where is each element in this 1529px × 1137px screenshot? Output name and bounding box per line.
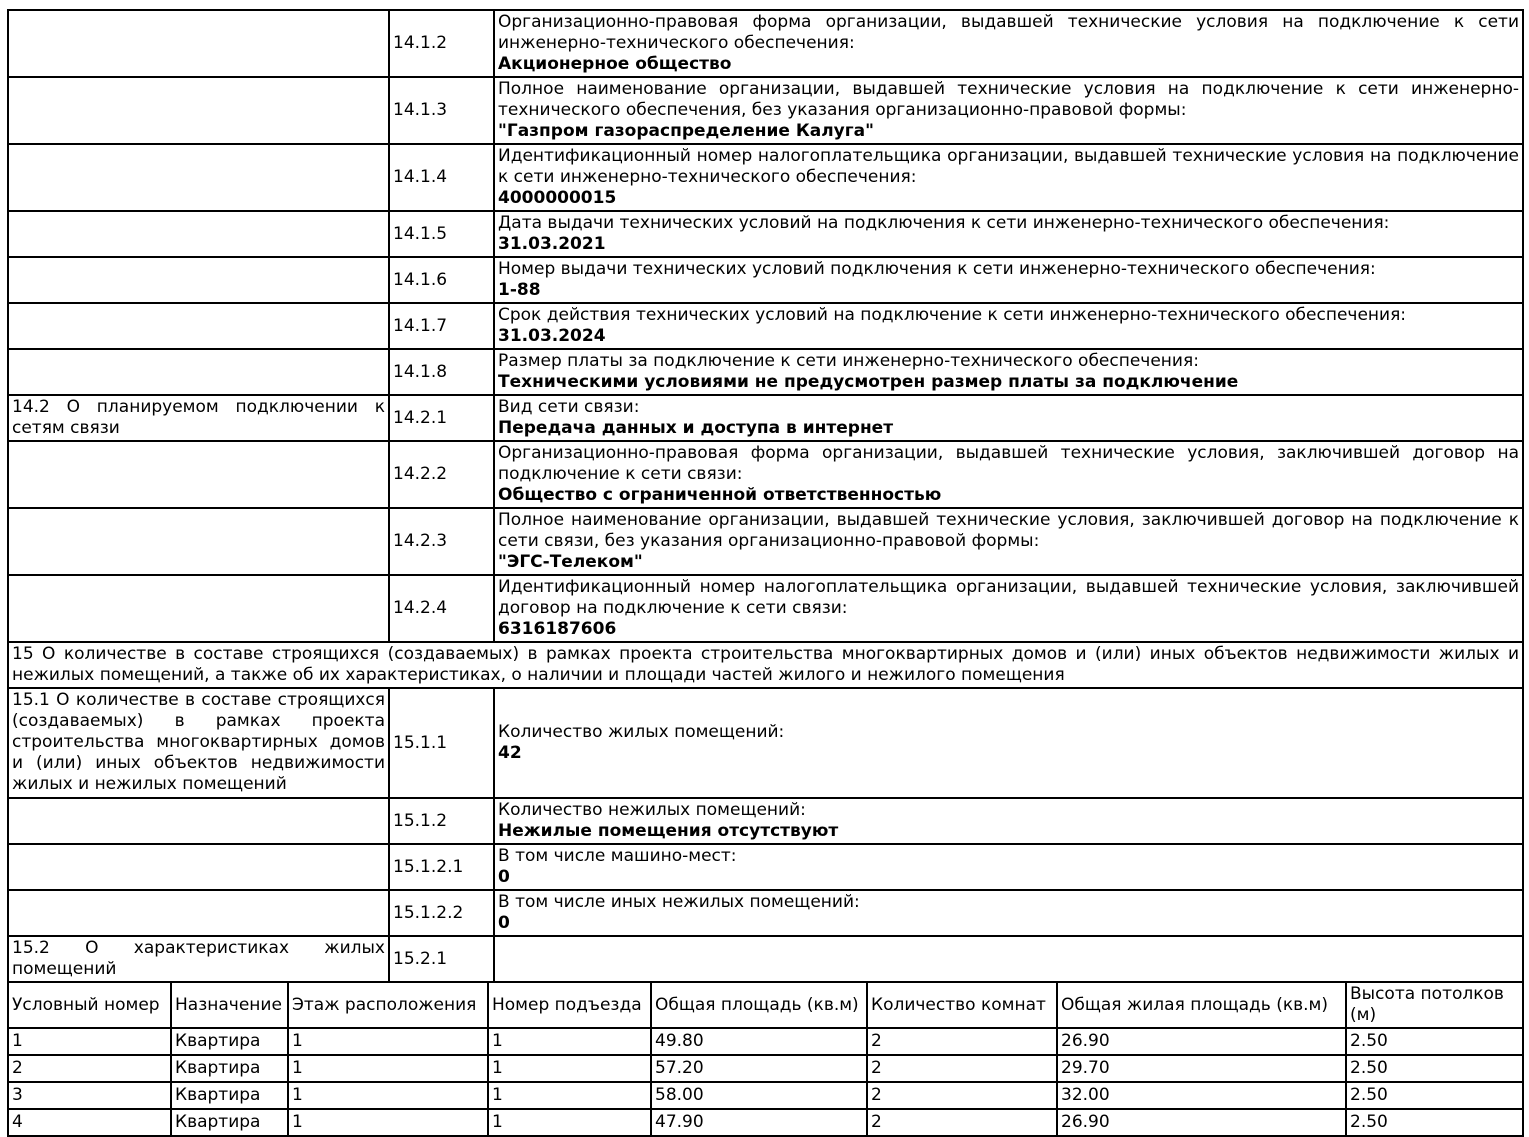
field-value: 31.03.2024 bbox=[498, 326, 606, 346]
section-cell bbox=[8, 257, 389, 303]
item-number: 14.1.3 bbox=[389, 77, 494, 144]
item-number: 14.1.8 bbox=[389, 349, 494, 395]
item-number: 15.2.1 bbox=[389, 936, 494, 982]
content-cell bbox=[494, 211, 1523, 257]
table-row bbox=[8, 144, 1523, 211]
content-cell bbox=[494, 936, 1523, 982]
ceiling-height: 2.50 bbox=[1346, 1082, 1523, 1109]
table-row bbox=[8, 575, 1523, 642]
field-label: Срок действия технических условий на подключение к сети инженерно-технического обеспечения: bbox=[498, 305, 1407, 325]
entrance: 1 bbox=[488, 1028, 651, 1055]
table-row bbox=[8, 844, 1523, 890]
section-cell bbox=[8, 575, 389, 642]
table-row bbox=[8, 257, 1523, 303]
table-row bbox=[8, 441, 1523, 508]
section-15-header-row bbox=[8, 642, 1523, 688]
col-header-living-area: Общая жилая площадь (кв.м) bbox=[1057, 982, 1346, 1028]
col-header-ceiling-height: Высота потолков (м) bbox=[1346, 982, 1523, 1028]
section-cell bbox=[8, 10, 389, 77]
section-cell: 15.1 О количестве в составе строящихся (создаваемых) в рамках проекта строительства многоквартирных домов и (или) иных объектов недвижимости жилых и нежилых помещений bbox=[8, 688, 389, 798]
floor: 1 bbox=[288, 1109, 488, 1136]
table-row bbox=[8, 303, 1523, 349]
living-area: 32.00 bbox=[1057, 1082, 1346, 1109]
living-area: 26.90 bbox=[1057, 1109, 1346, 1136]
purpose: Квартира bbox=[171, 1028, 288, 1055]
col-header-room-count: Количество комнат bbox=[867, 982, 1057, 1028]
field-value: 31.03.2021 bbox=[498, 234, 606, 254]
ceiling-height: 2.50 bbox=[1346, 1109, 1523, 1136]
project-declaration-page bbox=[7, 9, 1522, 1137]
content-cell bbox=[494, 890, 1523, 936]
item-number: 15.1.2.1 bbox=[389, 844, 494, 890]
section-cell: 15.2 О характеристиках жилых помещений bbox=[8, 936, 389, 982]
field-value: Нежилые помещения отсутствуют bbox=[498, 821, 839, 841]
field-value: "Газпром газораспределение Калуга" bbox=[498, 121, 874, 141]
room-count: 2 bbox=[867, 1028, 1057, 1055]
unit-number: 1 bbox=[8, 1028, 171, 1055]
content-cell bbox=[494, 144, 1523, 211]
table-row bbox=[8, 688, 1523, 798]
apartment-row bbox=[8, 1082, 1523, 1109]
table-row bbox=[8, 798, 1523, 844]
field-value: "ЭГС-Телеком" bbox=[498, 552, 643, 572]
field-label: Полное наименование организации, выдавшей технические условия на подключение к сети инженерно-технического обеспечения, без указания организационно-правовой формы: bbox=[498, 79, 1519, 120]
field-label: Вид сети связи: bbox=[498, 397, 640, 417]
field-value: 42 bbox=[498, 743, 522, 763]
col-header-unit-number: Условный номер bbox=[8, 982, 171, 1028]
total-area: 58.00 bbox=[651, 1082, 867, 1109]
total-area: 47.90 bbox=[651, 1109, 867, 1136]
field-value: 0 bbox=[498, 913, 510, 933]
purpose: Квартира bbox=[171, 1055, 288, 1082]
item-number: 15.1.2 bbox=[389, 798, 494, 844]
field-value: 0 bbox=[498, 867, 510, 887]
floor: 1 bbox=[288, 1055, 488, 1082]
content-cell bbox=[494, 10, 1523, 77]
table-row bbox=[8, 211, 1523, 257]
field-label: Дата выдачи технических условий на подключения к сети инженерно-технического обеспечения: bbox=[498, 213, 1390, 233]
section-cell bbox=[8, 508, 389, 575]
content-cell bbox=[494, 303, 1523, 349]
room-count: 2 bbox=[867, 1109, 1057, 1136]
item-number: 14.1.5 bbox=[389, 211, 494, 257]
field-label: Размер платы за подключение к сети инженерно-технического обеспечения: bbox=[498, 351, 1199, 371]
table-row bbox=[8, 508, 1523, 575]
item-number: 14.2.4 bbox=[389, 575, 494, 642]
item-number: 14.1.4 bbox=[389, 144, 494, 211]
field-label: Идентификационный номер налогоплательщика организации, выдавшей технические условия на подключение к сети инженерно-технического обеспечения: bbox=[498, 146, 1519, 187]
field-label: В том числе иных нежилых помещений: bbox=[498, 892, 860, 912]
apartment-row bbox=[8, 1109, 1523, 1136]
field-label: В том числе машино-мест: bbox=[498, 846, 737, 866]
content-cell bbox=[494, 688, 1523, 798]
unit-number: 4 bbox=[8, 1109, 171, 1136]
unit-number: 3 bbox=[8, 1082, 171, 1109]
living-area: 29.70 bbox=[1057, 1055, 1346, 1082]
entrance: 1 bbox=[488, 1055, 651, 1082]
item-number: 15.1.2.2 bbox=[389, 890, 494, 936]
declaration-table bbox=[7, 9, 1524, 983]
section-cell bbox=[8, 303, 389, 349]
entrance: 1 bbox=[488, 1082, 651, 1109]
table-row bbox=[8, 349, 1523, 395]
section-cell bbox=[8, 798, 389, 844]
field-label: Идентификационный номер налогоплательщика организации, выдавшей технические условия, заключившей договор на подключение к сети связи: bbox=[498, 577, 1519, 618]
field-label: Полное наименование организации, выдавшей технические условия, заключившей договор на подключение к сети связи, без указания организационно-правовой формы: bbox=[498, 510, 1519, 551]
col-header-entrance: Номер подъезда bbox=[488, 982, 651, 1028]
ceiling-height: 2.50 bbox=[1346, 1055, 1523, 1082]
ceiling-height: 2.50 bbox=[1346, 1028, 1523, 1055]
table-row bbox=[8, 10, 1523, 77]
apartments-header-row bbox=[8, 982, 1523, 1028]
content-cell bbox=[494, 257, 1523, 303]
entrance: 1 bbox=[488, 1109, 651, 1136]
field-value: 6316187606 bbox=[498, 619, 617, 639]
field-value: Техническими условиями не предусмотрен размер платы за подключение bbox=[498, 372, 1239, 392]
section-15-title: 15 О количестве в составе строящихся (создаваемых) в рамках проекта строительства многоквартирных домов и (или) иных объектов недвижимости жилых и нежилых помещений, а также об их характеристиках, о наличии и площади частей жилого и нежилого помещения bbox=[8, 642, 1523, 688]
floor: 1 bbox=[288, 1082, 488, 1109]
field-label: Номер выдачи технических условий подключения к сети инженерно-технического обеспечения: bbox=[498, 259, 1376, 279]
content-cell bbox=[494, 441, 1523, 508]
table-row bbox=[8, 936, 1523, 982]
total-area: 49.80 bbox=[651, 1028, 867, 1055]
item-number: 14.2.2 bbox=[389, 441, 494, 508]
item-number: 14.1.7 bbox=[389, 303, 494, 349]
col-header-total-area: Общая площадь (кв.м) bbox=[651, 982, 867, 1028]
floor: 1 bbox=[288, 1028, 488, 1055]
field-label: Организационно-правовая форма организации, выдавшей технические условия, заключившей договор на подключение к сети связи: bbox=[498, 443, 1519, 484]
apartment-row bbox=[8, 1028, 1523, 1055]
item-number: 14.1.2 bbox=[389, 10, 494, 77]
table-row bbox=[8, 890, 1523, 936]
content-cell bbox=[494, 798, 1523, 844]
item-number: 14.2.3 bbox=[389, 508, 494, 575]
section-cell bbox=[8, 144, 389, 211]
section-cell bbox=[8, 441, 389, 508]
apartments-table bbox=[7, 981, 1524, 1137]
room-count: 2 bbox=[867, 1082, 1057, 1109]
col-header-floor: Этаж расположения bbox=[288, 982, 488, 1028]
living-area: 26.90 bbox=[1057, 1028, 1346, 1055]
section-cell: 14.2 О планируемом подключении к сетям связи bbox=[8, 395, 389, 441]
section-cell bbox=[8, 349, 389, 395]
field-label: Организационно-правовая форма организации, выдавшей технические условия на подключение к сети инженерно-технического обеспечения: bbox=[498, 12, 1519, 53]
content-cell bbox=[494, 575, 1523, 642]
field-value: 1-88 bbox=[498, 280, 541, 300]
field-value: Передача данных и доступа в интернет bbox=[498, 418, 894, 438]
item-number: 14.2.1 bbox=[389, 395, 494, 441]
content-cell bbox=[494, 844, 1523, 890]
field-label: Количество нежилых помещений: bbox=[498, 800, 806, 820]
item-number: 15.1.1 bbox=[389, 688, 494, 798]
purpose: Квартира bbox=[171, 1082, 288, 1109]
col-header-purpose: Назначение bbox=[171, 982, 288, 1028]
total-area: 57.20 bbox=[651, 1055, 867, 1082]
unit-number: 2 bbox=[8, 1055, 171, 1082]
content-cell bbox=[494, 508, 1523, 575]
table-row bbox=[8, 77, 1523, 144]
section-cell bbox=[8, 844, 389, 890]
content-cell bbox=[494, 349, 1523, 395]
section-cell bbox=[8, 890, 389, 936]
room-count: 2 bbox=[867, 1055, 1057, 1082]
purpose: Квартира bbox=[171, 1109, 288, 1136]
content-cell bbox=[494, 395, 1523, 441]
apartment-row bbox=[8, 1055, 1523, 1082]
field-label: Количество жилых помещений: bbox=[498, 722, 785, 742]
field-value: 4000000015 bbox=[498, 188, 617, 208]
field-value: Акционерное общество bbox=[498, 54, 732, 74]
item-number: 14.1.6 bbox=[389, 257, 494, 303]
content-cell bbox=[494, 77, 1523, 144]
table-row bbox=[8, 395, 1523, 441]
section-cell bbox=[8, 77, 389, 144]
field-value: Общество с ограниченной ответственностью bbox=[498, 485, 942, 505]
section-cell bbox=[8, 211, 389, 257]
